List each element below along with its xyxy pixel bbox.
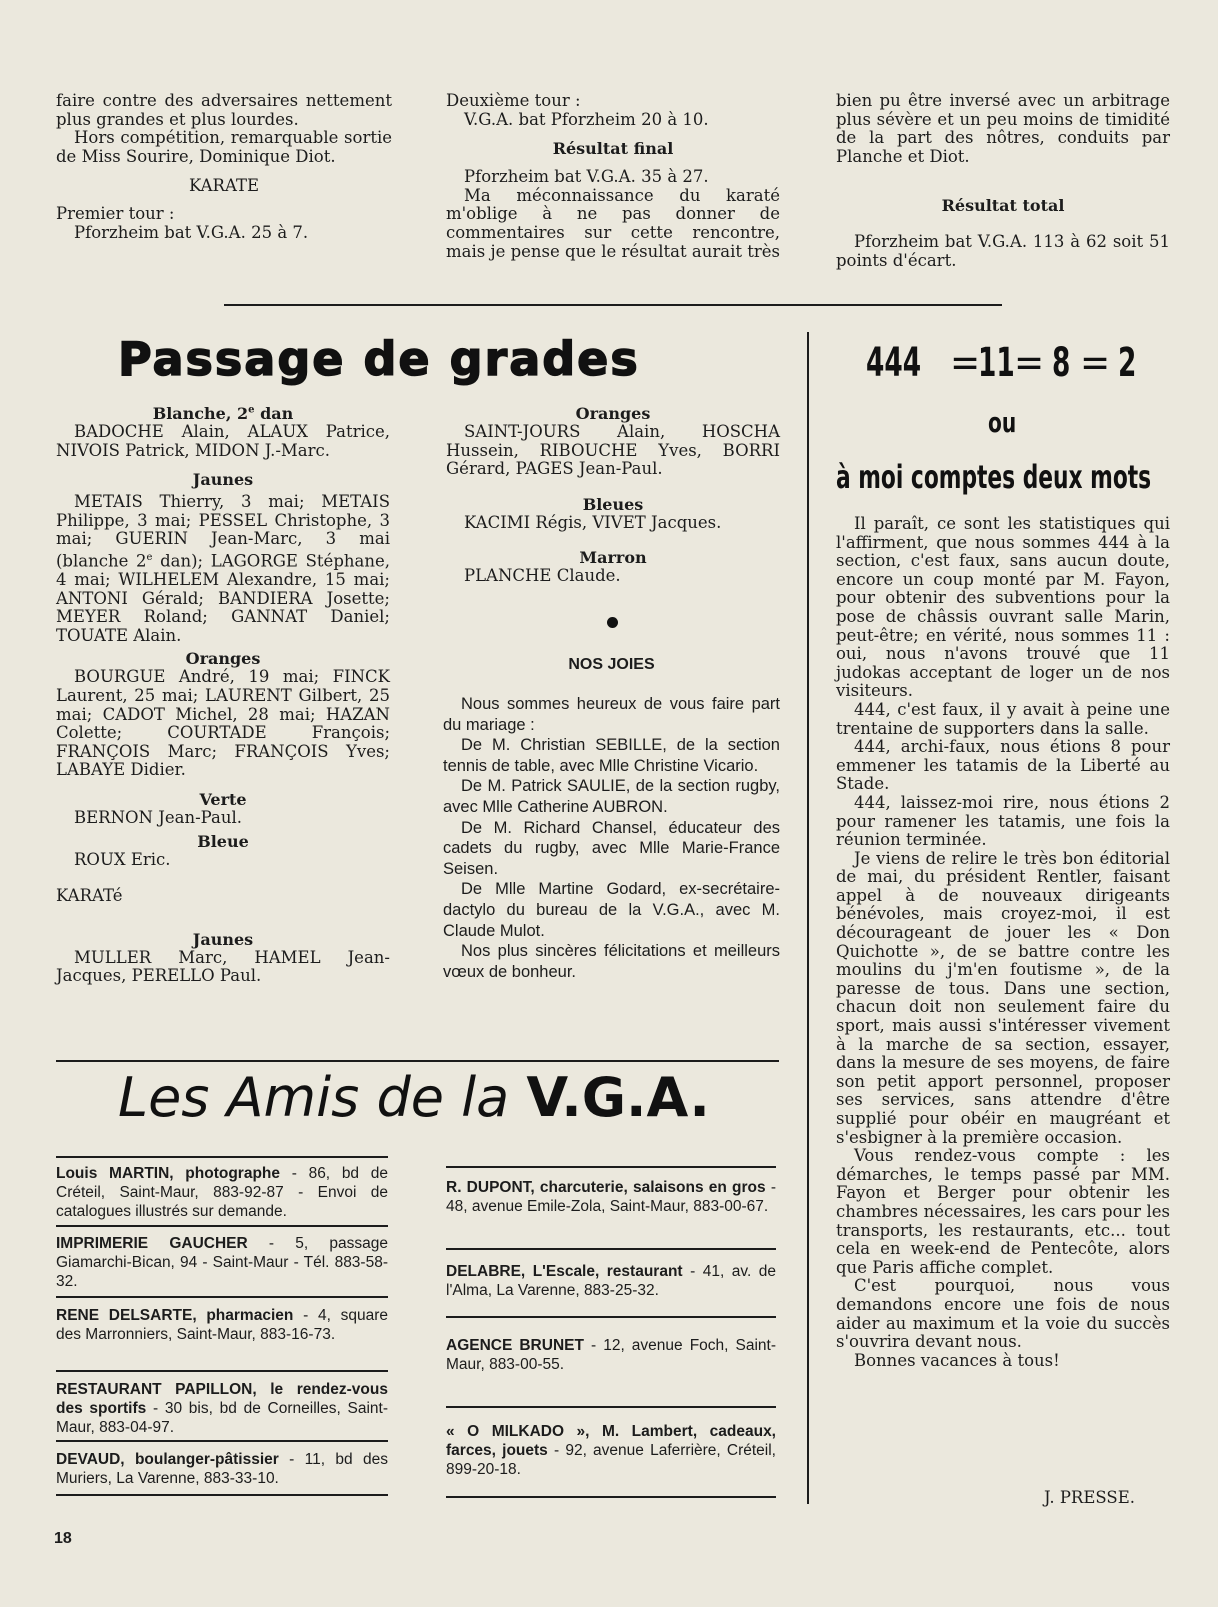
grades-right-col — [446, 404, 780, 586]
joies-section — [443, 656, 780, 982]
joies-item: De M. Patrick SAULIE, de la section rugby, avec Mlle Catherine AUBRON. — [443, 777, 780, 816]
grades-left-col — [56, 404, 390, 986]
ad-rule — [446, 1496, 776, 1498]
grade-list: BERNON Jean-Paul. — [74, 808, 243, 827]
grade-list: ROUX Eric. — [74, 849, 171, 869]
ad-rule — [446, 1166, 776, 1168]
bullet-separator — [607, 617, 618, 628]
text-block: Pforzheim bat V.G.A. 113 à 62 soit 51 points d'écart. — [836, 232, 1170, 270]
section-label-karate: KARATé — [56, 886, 123, 906]
grade-heading: Jaunes — [192, 929, 254, 949]
grade-heading: Bleue — [197, 831, 249, 851]
joies-title: NOS JOIES — [568, 656, 655, 673]
grade-heading: Oranges — [185, 649, 261, 669]
grade-list: KACIMI Régis, VIVET Jacques. — [464, 512, 722, 532]
text-block: bien pu être inversé avec un arbitrage plus sévère et un peu moins de timidité de la part des nôtres, conduits par Planche et Diot. — [836, 91, 1170, 166]
text-block: faire contre des adversaires nettement plus grandes et plus lourdes. — [56, 91, 392, 129]
result-line: Pforzheim bat V.G.A. 25 à 7. — [74, 222, 309, 242]
ad-rule — [446, 1406, 776, 1408]
eq-num: 444 — [866, 340, 922, 386]
grade-list: MULLER Marc, HAMEL Jean-Jacques, PERELLO Paul. — [56, 947, 390, 986]
result-line: V.G.A. bat Pforzheim 20 à 10. — [464, 109, 709, 129]
grade-heading: Verte — [199, 790, 247, 809]
ad-rule — [446, 1316, 776, 1318]
sidebar-paragraph: C'est pourquoi, nous vous demandons encore une fois de nous aider au maximum et la voie du succès s'ouvrira devant nous. — [836, 1276, 1170, 1352]
grade-list: PLANCHE Claude. — [464, 566, 621, 586]
ad-agence-brunet: AGENCE BRUNET - 12, avenue Foch, Saint-Maur, 883-00-55. — [446, 1337, 776, 1373]
joies-item: De Mlle Martine Godard, ex-secrétaire-dactylo du bureau de la V.G.A., avec M. Claude Mulot. — [443, 880, 780, 940]
ad-louis-martin: Louis MARTIN, photographe - 86, bd de Créteil, Saint-Maur, 883-92-87 - Envoi de catalogues illustrés sur demande. — [56, 1165, 388, 1220]
section-label-karate: KARATE — [188, 176, 260, 196]
eq-sep: = — [950, 340, 981, 386]
grade-list: METAIS Thierry, 3 mai; METAIS Philippe, 3 mai; PESSEL Christophe, 3 mai; GUERIN Jean-Marc, 3 mai (blanche 2e dan); LAGORGE Stéphane, 4 mai; WILHELEM Alexandre, 15 mai; ANTONI Gérald; BANDIERA Josette; MEYER Roland; GANNAT Daniel; TOUATE Alain. — [56, 492, 390, 645]
ad-rule — [56, 1370, 388, 1372]
ad-imprimerie-gaucher: IMPRIMERIE GAUCHER - 5, passage Giamarchi-Bican, 94 - Saint-Maur - Tél. 883-58-32. — [56, 1235, 388, 1290]
sidebar-paragraph: Vous rendez-vous compte : les démarches, le temps passé par MM. Fayon et Berger pour obtenir les chambres nécessaires, les cars pour les transports, les restaurants, etc... tout cela en week-end de Pentecôte, alors que Paris affiche complet. — [836, 1146, 1170, 1277]
sidebar-paragraph: Il paraît, ce sont les statistiques qui l'affirment, que nous sommes 444 à la section, c'est faux, sans aucun doute, encore un coup monté par M. Fayon, pour obtenir des subventions pour la pose de châssis ouvrant salle Marin, peut-être; en vérité, nous sommes 11 : oui, nous n'avons trouvé que 11 judokas acceptant de loger un de nos visiteurs. — [836, 514, 1170, 701]
ad-devaud: DEVAUD, boulanger-pâtissier - 11, bd des Muriers, La Varenne, 883-33-10. — [56, 1451, 388, 1487]
sidebar-paragraph: Je viens de relire le très bon éditorial de mai, du président Rentler, faisant appel à de nouveaux dirigeants bénévoles, mais croyez-moi, il est décourageant de jouer les « Don Quichotte », de se battre contre les moulins du j'm'en foutisme », de la paresse de tous. Dans une section, chacun doit non seulement faire du sport, mais aussi s'intéresser vivement à la marche de sa section, essayer, dans la mesure de ses moyens, de faire son petit apport personnel, proposer ses services, sans attendre d'être supplié pour obéir en maugréant et s'esbigner à la première occasion. — [836, 848, 1170, 1147]
text-block: Hors compétition, remarquable sortie de Miss Sourire, Dominique Diot. — [56, 128, 392, 166]
grade-heading: Jaunes — [192, 470, 254, 490]
ad-rule — [56, 1225, 388, 1227]
grade-heading: Oranges — [575, 404, 651, 423]
top-col-1 — [56, 92, 392, 243]
sidebar-ou: ou — [988, 406, 1017, 439]
sidebar-paragraph: Bonnes vacances à tous! — [854, 1350, 1060, 1370]
eq-num: 11 — [978, 340, 1015, 386]
ad-rule — [56, 1440, 388, 1442]
grade-heading: Blanche, 2e dan — [152, 404, 294, 423]
sidebar-body — [836, 515, 1170, 1370]
ad-rule — [446, 1248, 776, 1250]
eq-num: 2 — [1118, 340, 1137, 386]
ad-delabre: DELABRE, L'Escale, restaurant - 41, av. de l'Alma, La Varenne, 883-25-32. — [446, 1263, 777, 1299]
sidebar-subtitle: à moi comptes deux mots — [836, 458, 1152, 496]
ad-restaurant-papillon: RESTAURANT PAPILLON, le rendez-vous des sportifs - 30 bis, bd de Corneilles, Saint-Maur, 883-04-97. — [56, 1381, 388, 1436]
ad-milkado: « O MILKADO », M. Lambert, cadeaux, farces, jouets - 92, avenue Laferrière, Créteil, 899-20-18. — [446, 1423, 776, 1478]
sidebar-paragraph: 444, c'est faux, il y avait à peine une trentaine de supporters dans la salle. — [836, 699, 1170, 738]
eq-num: 8 — [1052, 340, 1071, 386]
subheading-final: Résultat final — [552, 139, 674, 159]
top-col-3 — [836, 92, 1170, 271]
signature: J. PRESSE. — [1044, 1488, 1135, 1507]
text-line: Deuxième tour : — [446, 91, 581, 110]
ad-rule — [56, 1494, 388, 1496]
text-line: Premier tour : — [56, 204, 175, 224]
result-line: Pforzheim bat V.G.A. 35 à 27. — [464, 167, 709, 187]
grade-heading: Marron — [579, 548, 647, 568]
ad-rene-delsarte: RENE DELSARTE, pharmacien - 4, square des Marronniers, Saint-Maur, 883-16-73. — [56, 1307, 388, 1343]
joies-closing: Nos plus sincères félicitations et meilleurs vœux de bonheur. — [443, 942, 780, 981]
joies-intro: Nous sommes heureux de vous faire part du mariage : — [443, 695, 780, 734]
eq-sep: = — [1080, 340, 1111, 386]
column-divider — [807, 332, 809, 1504]
grades-title: Passage de grades — [118, 332, 640, 386]
eq-sep: = — [1014, 340, 1045, 386]
amis-title: Les Amis de la V.G.A. — [118, 1066, 710, 1129]
grade-heading: Bleues — [582, 494, 644, 514]
ad-r-dupont: R. DUPONT, charcuterie, salaisons en gros - 48, avenue Emile-Zola, Saint-Maur, 883-00-67. — [446, 1179, 776, 1215]
grade-list: SAINT-JOURS Alain, HOSCHA Hussein, RIBOUCHE Yves, BORRI Gérard, PAGES Jean-Paul. — [446, 422, 780, 479]
divider — [224, 304, 1002, 306]
ad-rule — [56, 1156, 388, 1158]
divider — [56, 1060, 779, 1062]
page-number: 18 — [54, 1530, 72, 1547]
sidebar-paragraph: 444, archi-faux, nous étions 8 pour emmener les tatamis de la Liberté au Stade. — [836, 737, 1170, 794]
joies-item: De M. Richard Chansel, éducateur des cadets du rugby, avec Mlle Marie-France Seisen. — [443, 818, 780, 878]
subheading-total: Résultat total — [941, 196, 1065, 216]
text-block: Ma méconnaissance du karaté m'oblige à ne pas donner de commentaires sur cette rencontre, mais je pense que le résultat aurait très — [446, 185, 780, 261]
sidebar-equation — [866, 340, 1186, 386]
ad-rule — [56, 1296, 388, 1298]
joies-item: De M. Christian SEBILLE, de la section tennis de table, avec Mlle Christine Vicario. — [443, 736, 780, 775]
grade-list: BOURGUE André, 19 mai; FINCK Laurent, 25 mai; LAURENT Gilbert, 25 mai; CADOT Michel, 28 mai; HAZAN Colette; COURTADE François; FRANÇOIS Marc; FRANÇOIS Yves; LABAYE Didier. — [56, 667, 390, 780]
sidebar-paragraph: 444, laissez-moi rire, nous étions 2 pour ramener les tatamis, une fois la réunion terminée. — [836, 792, 1170, 850]
top-col-2 — [446, 92, 780, 261]
grade-list: BADOCHE Alain, ALAUX Patrice, NIVOIS Patrick, MIDON J.-Marc. — [56, 422, 390, 460]
